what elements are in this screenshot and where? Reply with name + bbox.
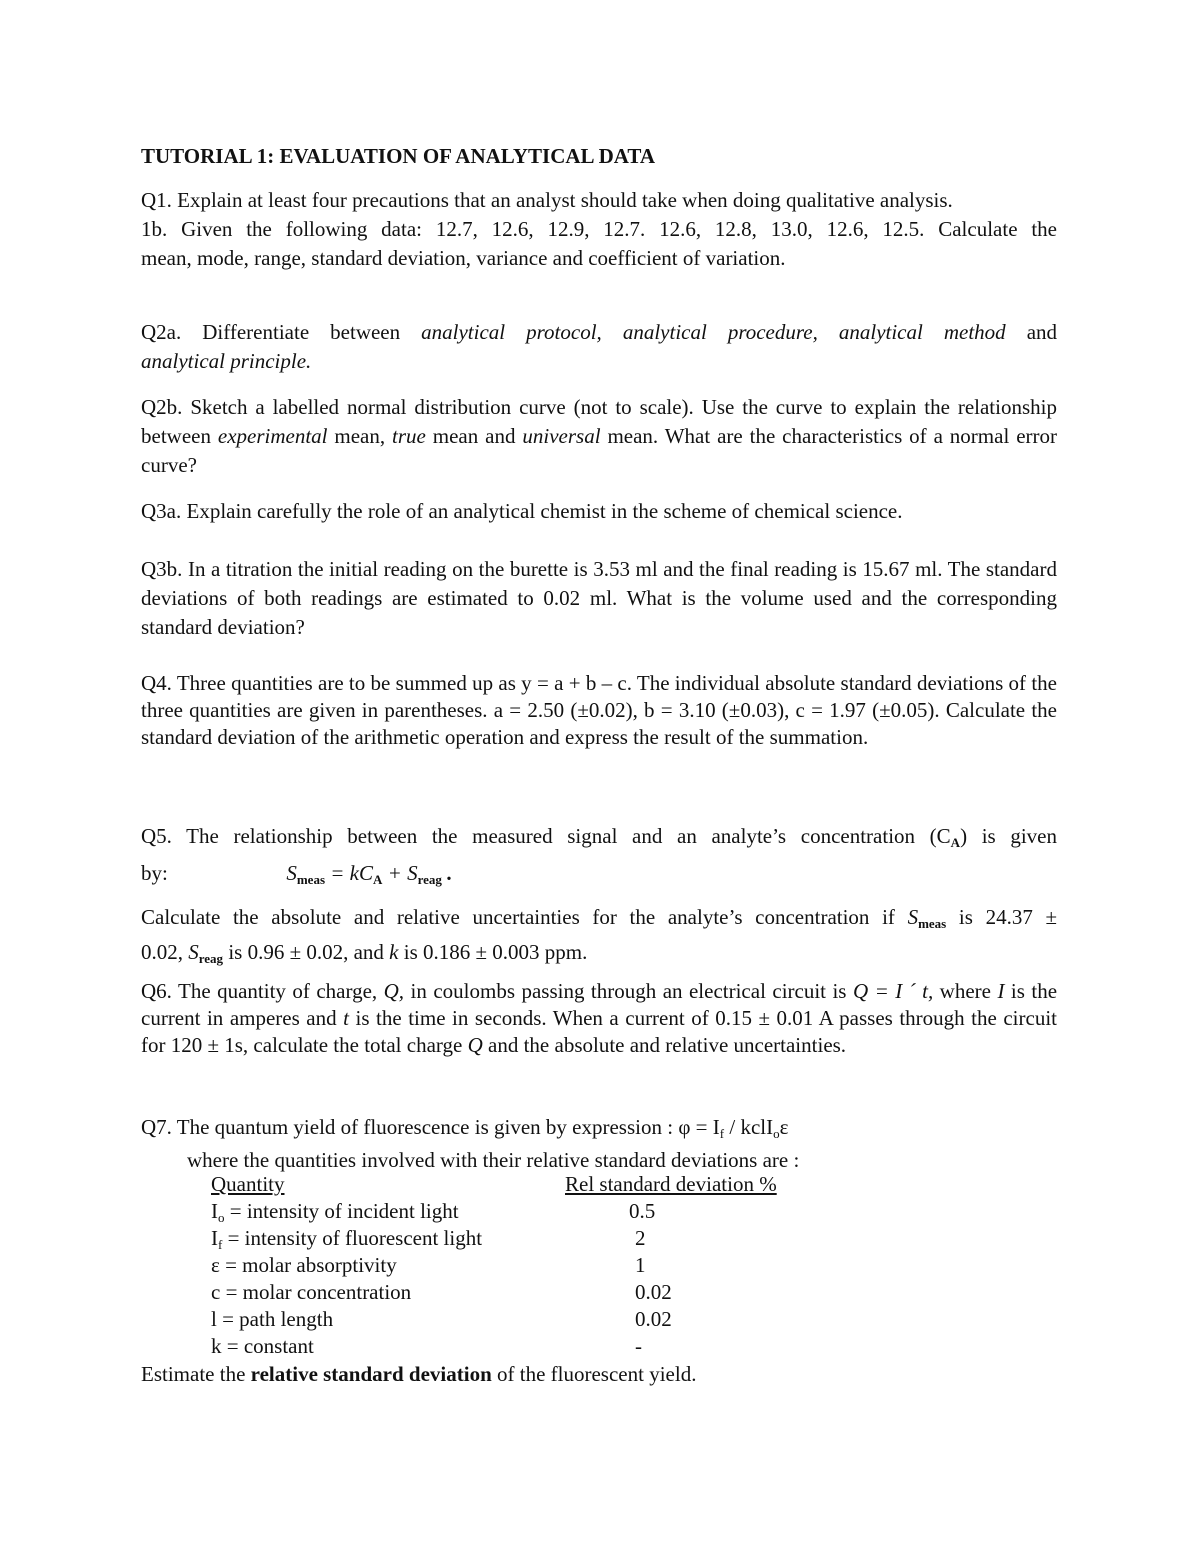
q5-equation: [286, 861, 452, 885]
q6-text-c: where: [939, 979, 991, 1003]
page-title: TUTORIAL 1: EVALUATION OF ANALYTICAL DATA: [141, 144, 656, 168]
question-2a: [141, 318, 1057, 376]
question-3a: Q3a. Explain carefully the role of an analytical chemist in the scheme of chemical science.: [141, 499, 903, 523]
q2b-term-experimental: experimental: [217, 424, 328, 448]
q5-calc-value-3: is 0.96 ± 0.02, and: [228, 940, 384, 964]
q2a-term-protocol: analytical protocol,: [421, 320, 602, 344]
eq-sub-a: A: [373, 872, 383, 887]
eq-s-meas: S: [286, 861, 297, 885]
question-2b: [141, 393, 1057, 480]
question-4: Q4. Three quantities are to be summed up as y = a + b – c. The individual absolute standard deviations of the three quantities are given in parentheses. a = 2.50 (±0.02), b = 3.10 (±0.03), c = 1.97 (±0.05). Calculate the standard deviation of the arithmetic operation and express the result of the summation.: [141, 671, 1057, 749]
q7-table-header: [141, 1170, 1057, 1197]
q7-estimate-text-c: of the fluorescent yield.: [497, 1362, 697, 1386]
q5-calc-line-2: [141, 938, 1057, 973]
q5-calc-value-2: 0.02,: [141, 940, 183, 964]
question-1: [141, 186, 1057, 273]
table-row: [141, 1251, 1057, 1278]
q2b-part-1: Q2b. Sketch a labelled normal distribution curve (not to scale). Use the curve to explain the relationship between: [141, 395, 1057, 448]
q7-rsd-value: 2: [635, 1226, 646, 1250]
table-row: [141, 1278, 1057, 1305]
q5-calc-value-4: is 0.186 ± 0.003 ppm.: [403, 940, 588, 964]
q7-line-2: where the quantities involved with their relative standard deviations are :: [187, 1148, 800, 1172]
q2b-part-2: mean,: [334, 424, 386, 448]
question-5: [141, 822, 1057, 973]
q7-quantity: l = path length: [211, 1307, 334, 1331]
q2a-term-principle: analytical principle.: [141, 349, 312, 373]
q7-qty-desc: = intensity of incident light: [224, 1199, 459, 1223]
table-row: [141, 1332, 1057, 1359]
q7-sub-f: f: [719, 1126, 725, 1141]
q2a-line-2: [141, 347, 1057, 376]
q6-text-e: is the time in seconds. When a current of 0.15 ± 0.01 A passes through the circuit for 120 ± 1s, calculate the total charge: [141, 1006, 1057, 1057]
q7-qty-symbol: I: [211, 1199, 218, 1223]
q2a-term-method: analytical method: [838, 320, 1006, 344]
eq-end: .: [441, 861, 453, 885]
q5-calc-text: Calculate the absolute and relative uncertainties for the analyte’s concentration if: [141, 905, 895, 929]
q5-calc-k: k: [389, 940, 399, 964]
question-6: [141, 978, 1057, 1059]
q7-qty-symbol: I: [211, 1226, 218, 1250]
q7-quantity: k = constant: [211, 1334, 314, 1358]
q2a-line-1: [141, 318, 1057, 347]
q7-rsd-value: -: [635, 1334, 642, 1358]
q7-rsd-value: 0.02: [635, 1280, 672, 1304]
q5-text-1: Q5. The relationship between the measured signal and an analyte’s concentration (C: [141, 824, 951, 848]
q7-qty-sub: o: [218, 1210, 225, 1225]
q2b-term-universal: universal: [522, 424, 601, 448]
question-7: [141, 1114, 1057, 1174]
q7-qty-desc: = intensity of fluorescent light: [222, 1226, 483, 1250]
q2b-term-true: true: [392, 424, 426, 448]
q7-text-c: ε: [779, 1115, 789, 1139]
q5-equation-line: [141, 859, 1057, 894]
q5-calc-line-1: [141, 903, 1057, 938]
question-3b: Q3b. In a titration the initial reading on the burette is 3.53 ml and the final reading is 15.67 ml. The standard deviations of both readings are estimated to 0.02 ml. What is the volume used and the corresponding standard deviation?: [141, 557, 1057, 639]
q2a-term-procedure: analytical procedure,: [622, 320, 818, 344]
q5-calc-s: S: [907, 905, 919, 929]
q2b-part-4: mean. What are the characteristics of a normal error curve?: [141, 424, 1057, 477]
q7-table: [141, 1170, 1057, 1359]
q7-estimate-text-a: Estimate the: [141, 1362, 246, 1386]
q7-rsd-value: 0.5: [629, 1199, 656, 1223]
q7-header-rsd: Rel standard deviation %: [565, 1172, 777, 1196]
q2b-part-3: mean and: [432, 424, 516, 448]
q6-text-a: Q6. The quantity of charge,: [141, 979, 378, 1003]
q7-estimate: [141, 1360, 1057, 1389]
q6-equation: Q = I ´ t,: [852, 979, 934, 1003]
eq-plus-s: + S: [382, 861, 418, 885]
q6-t: t: [343, 1006, 349, 1030]
q5-calc-sub-reag: reag: [198, 951, 224, 966]
q6-text-b: in coulombs passing through an electrical circuit is: [410, 979, 847, 1003]
q7-text-a: Q7. The quantum yield of fluorescence is given by expression : φ = I: [141, 1115, 720, 1139]
q7-quantity: c = molar concentration: [211, 1280, 412, 1304]
q1b-line-1: 1b. Given the following data: 12.7, 12.6, 12.9, 12.7. 12.6, 12.8, 13.0, 12.6, 12.5. Calculate the: [141, 217, 1057, 241]
table-row: [141, 1197, 1057, 1224]
q7-quantity: ε = molar absorptivity: [211, 1253, 397, 1277]
q7-estimate-bold: relative standard deviation: [250, 1362, 492, 1386]
q2a-and: and: [1026, 320, 1058, 344]
table-row: [141, 1224, 1057, 1251]
q6-text-f: and the absolute and relative uncertainties.: [488, 1033, 847, 1057]
q6-i: I: [997, 979, 1005, 1003]
q5-by: by:: [141, 861, 168, 885]
q5-calc-s2: S: [188, 940, 199, 964]
q2a-prefix: Q2a. Differentiate between: [141, 320, 401, 344]
q5-sub-a: A: [950, 835, 961, 850]
q7-rsd-value: 0.02: [635, 1307, 672, 1331]
eq-sub-meas: meas: [296, 872, 326, 887]
q6-q: Q,: [383, 979, 405, 1003]
q7-rsd-value: 1: [635, 1253, 646, 1277]
q7-qty-sub: f: [218, 1237, 223, 1252]
eq-kca: = kC: [325, 861, 374, 885]
q7-sub-o: o: [773, 1126, 780, 1141]
q5-line-1: [141, 822, 1057, 857]
q7-header-quantity: Quantity: [211, 1172, 285, 1196]
q5-text-1-end: ) is given: [960, 824, 1057, 848]
q6-text-d: is the current in amperes and: [141, 979, 1058, 1030]
q7-line-1: [141, 1114, 1057, 1147]
q1-line-1: Q1. Explain at least four precautions that an analyst should take when doing qualitative analysis.: [141, 188, 953, 212]
q7-text-b: / kclI: [724, 1115, 774, 1139]
eq-sub-reag: reag: [417, 872, 442, 887]
q1b-line-2: mean, mode, range, standard deviation, variance and coefficient of variation.: [141, 246, 786, 270]
q6-q2: Q: [467, 1033, 483, 1057]
q5-calc-sub-meas: meas: [918, 916, 947, 931]
table-row: [141, 1305, 1057, 1332]
q5-calc-value: is 24.37 ±: [958, 905, 1057, 929]
